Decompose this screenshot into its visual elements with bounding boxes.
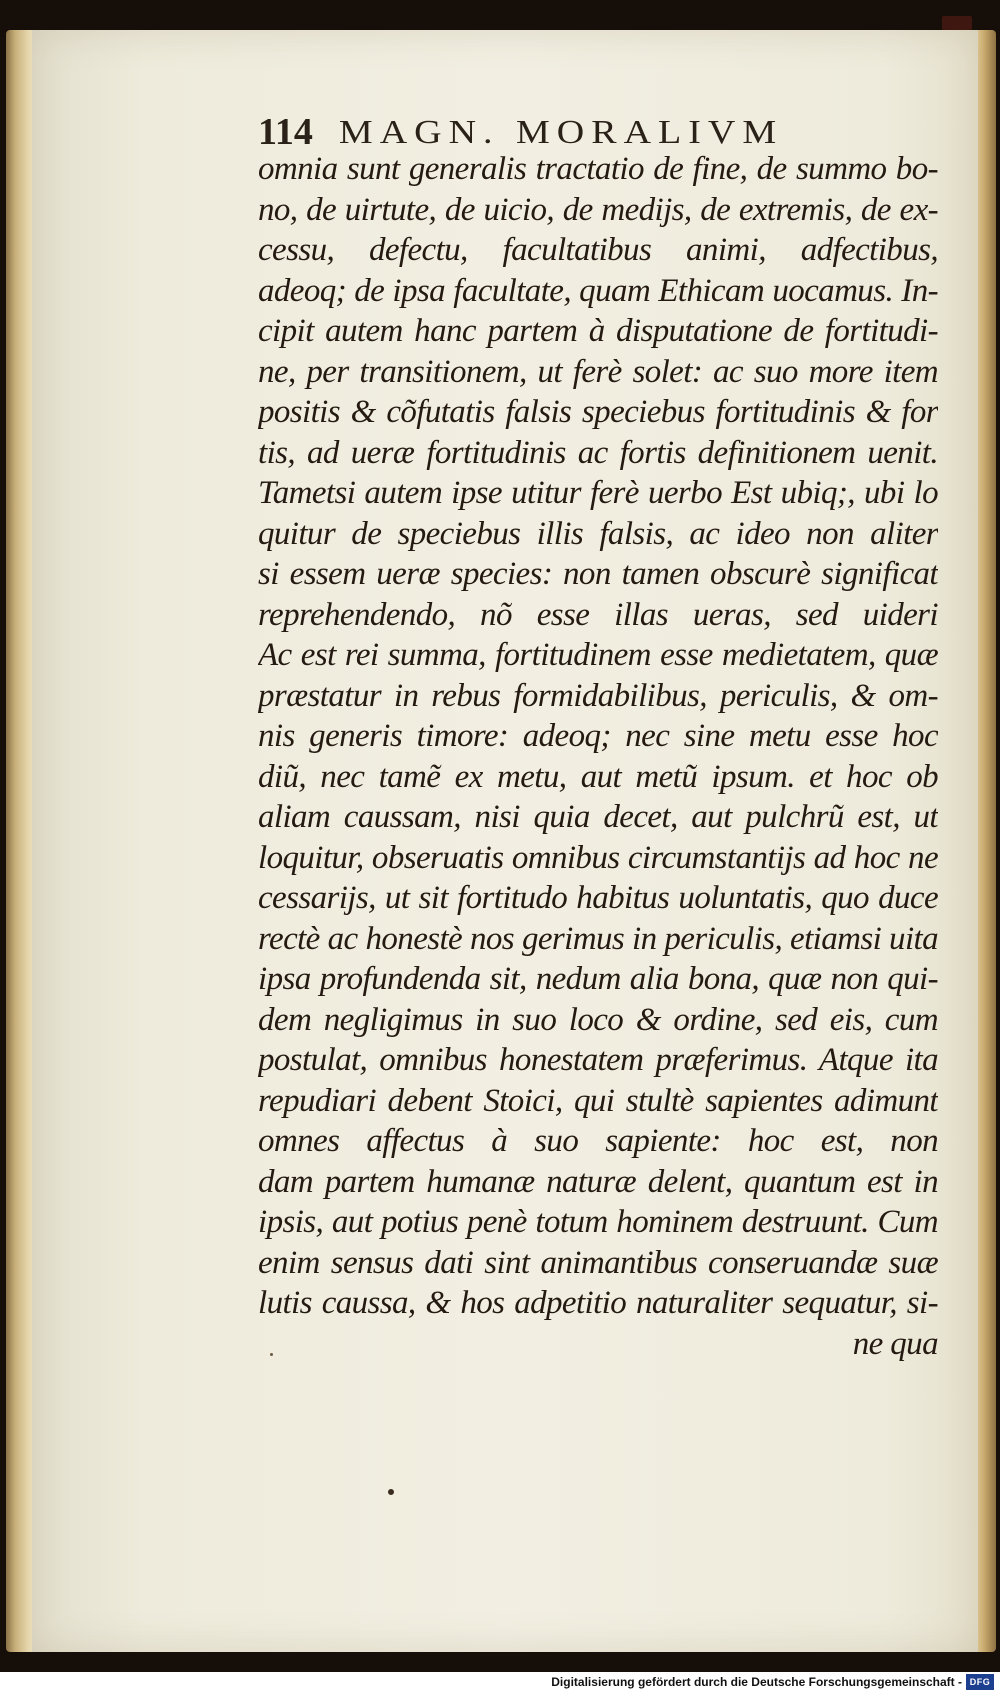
text-line: diũ, nec tamẽ ex metu, aut metũ ipsum. et hoc ob	[258, 758, 938, 795]
text-line: nis generis timore: adeoq; nec sine metu esse hoc	[258, 718, 938, 754]
dfg-logo-text: DFG	[969, 1677, 991, 1687]
text-line: lutis caussa, & hos adpetitio naturaliter sequatur, si-	[258, 1285, 938, 1321]
text-line: dam partem humanæ naturæ delent, quantum est in	[258, 1163, 938, 1200]
text-line: cipit autem hanc partem à disputatione de fortitudi-	[258, 313, 938, 349]
text-line: cessarijs, ut sit fortitudo habitus uoluntatis, quo duce	[258, 880, 938, 916]
running-title: MAGN. MORALIVM	[338, 113, 784, 151]
text-line: præstatur in rebus formidabilibus, periculis, & om-	[258, 677, 938, 714]
corner-mark	[942, 16, 972, 30]
ink-speck	[270, 1353, 273, 1356]
text-line: repudiari debent Stoici, qui stultè sapientes adimunt	[258, 1082, 938, 1119]
text-line: tis, ad ueræ fortitudinis ac fortis definitionem uenit.	[258, 434, 938, 471]
text-line: ipsa profundenda sit, nedum alia bona, quæ non qui-	[258, 961, 938, 997]
text-line: loquitur, obseruatis omnibus circumstantijs ad hoc ne	[258, 839, 938, 876]
text-line: no, de uirtute, de uicio, de medijs, de extremis, de ex-	[258, 191, 938, 228]
text-line: si essem ueræ species: non tamen obscurè significat	[258, 556, 938, 592]
text-line: cessu, defectu, facultatibus animi, adfectibus,	[258, 232, 938, 268]
text-line: Tametsi autem ipse utitur ferè uerbo Est ubiq;, ubi lo	[258, 475, 938, 511]
text-line: quitur de speciebus illis falsis, ac ideo non aliter	[258, 515, 938, 552]
catchword: ne qua	[852, 1325, 938, 1362]
footer-credit: Digitalisierung gefördert durch die Deutsche Forschungsgemeinschaft -	[551, 1675, 962, 1689]
text-line: ne, per transitionem, ut ferè solet: ac suo more item	[258, 353, 938, 390]
text-line: omnes affectus à suo sapiente: hoc est, non	[258, 1123, 938, 1159]
text-line: postulat, omnibus honestatem præferimus. Atque ita	[258, 1042, 938, 1078]
text-line: enim sensus dati sint animantibus conseruandæ suæ	[258, 1244, 938, 1281]
dfg-logo	[966, 1674, 994, 1690]
running-header	[258, 110, 858, 154]
text-line: ipsis, aut potius penè totum hominem destruunt. Cum	[258, 1204, 938, 1240]
text-line: aliam caussam, nisi quia decet, aut pulchrũ est, ut	[258, 799, 938, 835]
text-line: Ac est rei summa, fortitudinem esse medietatem, quæ	[258, 637, 938, 673]
text-line: adeoq; de ipsa facultate, quam Ethicam uocamus. In-	[258, 272, 938, 309]
text-line: positis & cõfutatis falsis speciebus fortitudinis & for	[258, 394, 938, 430]
text-line: rectè ac honestè nos gerimus in periculis, etiamsi uita	[258, 920, 938, 957]
body-text	[258, 149, 938, 1364]
page-number: 114	[258, 111, 313, 153]
text-line: omnia sunt generalis tractatio de fine, de summo bo-	[258, 151, 938, 187]
text-line: reprehendendo, nõ esse illas ueras, sed uideri	[258, 596, 938, 633]
text-line: dem negligimus in suo loco & ordine, sed eis, cum	[258, 1001, 938, 1038]
ink-dot	[388, 1489, 394, 1495]
